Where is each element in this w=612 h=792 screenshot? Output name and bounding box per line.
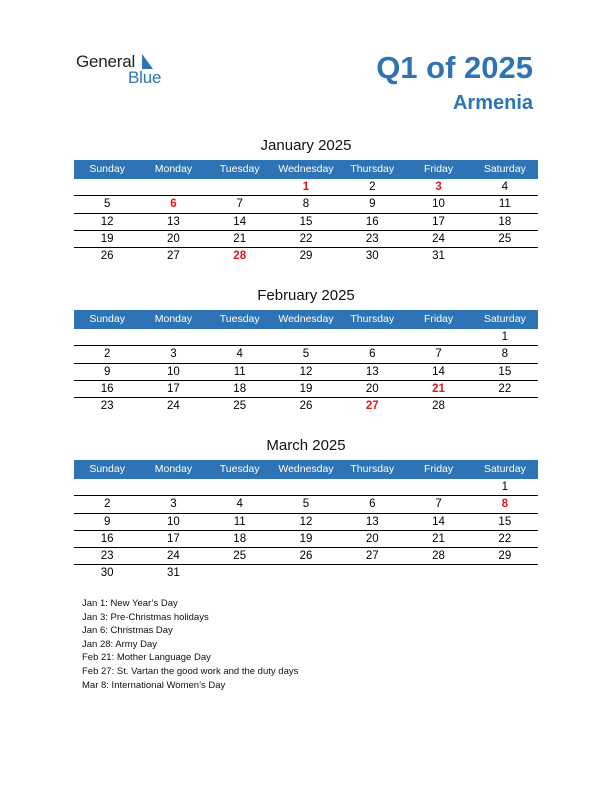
day-cell: 25 (233, 400, 247, 413)
day-cell: 11 (233, 515, 246, 528)
day-cell: 8 (501, 498, 509, 511)
day-cell: 3 (170, 348, 177, 361)
day-cell: 14 (432, 515, 445, 528)
month-january (74, 136, 538, 265)
day-cell: 19 (299, 532, 313, 545)
day-cell (405, 565, 471, 582)
day-cell: 6 (170, 198, 177, 211)
day-cell: 30 (365, 250, 379, 263)
weekday-label: Saturday (483, 163, 526, 175)
day-cell: 20 (365, 382, 379, 395)
day-cell: 31 (167, 567, 180, 580)
day-cell (74, 329, 140, 345)
day-cell: 27 (167, 250, 180, 263)
day-cell: 23 (100, 400, 114, 413)
day-cell: 19 (100, 232, 114, 245)
day-cell (207, 479, 273, 495)
holiday-note: Jan 6: Christmas Day (82, 625, 173, 637)
holiday-note: Feb 27: St. Vartan the good work and the duty days (82, 665, 299, 677)
day-cell: 5 (302, 348, 310, 361)
day-cell (140, 329, 206, 345)
weekday-label: Saturday (483, 313, 526, 325)
day-cell: 29 (299, 250, 313, 263)
weekday-header-row (74, 160, 538, 179)
day-cell: 26 (299, 400, 313, 413)
week-row (74, 531, 538, 548)
day-cell: 13 (365, 515, 379, 528)
week-row (74, 381, 538, 398)
weekday-label: Friday (423, 463, 454, 475)
day-cell: 20 (365, 532, 379, 545)
weekday-label: Thursday (350, 313, 395, 325)
day-cell: 9 (103, 365, 111, 378)
day-cell (140, 479, 206, 495)
weekday-label: Tuesday (219, 163, 260, 175)
weekday-label: Thursday (350, 463, 395, 475)
day-cell: 27 (365, 550, 379, 563)
day-cell: 3 (435, 181, 442, 193)
day-cell (405, 479, 471, 495)
holiday-notes (82, 597, 298, 692)
holiday-note: Jan 1: New Year’s Day (82, 598, 178, 609)
day-cell: 23 (100, 550, 114, 563)
day-cell (273, 329, 339, 345)
day-cell: 15 (498, 515, 512, 528)
day-cell: 10 (432, 198, 445, 211)
day-cell: 20 (167, 232, 180, 245)
day-cell (273, 479, 339, 495)
day-cell (339, 329, 405, 345)
day-cell: 18 (233, 382, 247, 395)
day-cell: 18 (233, 532, 247, 545)
weekday-label: Wednesday (278, 163, 334, 175)
week-row (74, 179, 538, 196)
day-cell: 11 (498, 198, 511, 211)
day-cell: 9 (103, 515, 111, 528)
day-cell: 3 (170, 498, 177, 511)
day-cell (207, 179, 273, 195)
weekday-label: Monday (154, 313, 193, 325)
day-cell: 5 (302, 498, 310, 511)
day-cell (207, 565, 273, 582)
brand-logo (76, 52, 176, 88)
day-cell: 21 (432, 382, 445, 395)
week-row (74, 329, 538, 346)
day-cell: 21 (233, 232, 247, 245)
day-cell: 18 (498, 215, 512, 228)
week-row (74, 479, 538, 496)
day-cell (74, 479, 140, 495)
week-row (74, 514, 538, 531)
day-cell: 13 (365, 365, 379, 378)
day-cell: 16 (365, 215, 379, 228)
weekday-label: Wednesday (278, 313, 334, 325)
weekday-label: Sunday (89, 313, 125, 325)
day-cell: 5 (103, 198, 111, 211)
day-cell: 12 (299, 365, 313, 378)
logo-text-general: General (76, 52, 136, 71)
day-cell: 28 (432, 400, 445, 413)
weekday-label: Sunday (89, 463, 125, 475)
day-cell: 28 (432, 550, 445, 563)
day-cell: 22 (498, 532, 512, 545)
day-cell: 16 (100, 532, 114, 545)
day-cell: 2 (369, 181, 376, 193)
weekday-header-row (74, 310, 538, 329)
weekday-label: Thursday (350, 163, 395, 175)
month-title: January 2025 (260, 137, 352, 154)
week-row (74, 346, 538, 363)
day-cell: 26 (100, 250, 114, 263)
day-cell: 25 (498, 232, 512, 245)
weekday-label: Tuesday (219, 463, 260, 475)
month-title: February 2025 (257, 287, 355, 304)
day-cell (339, 479, 405, 495)
day-cell: 15 (299, 215, 313, 228)
holiday-note: Jan 3: Pre-Christmas holidays (82, 611, 209, 623)
day-cell: 24 (167, 400, 180, 413)
day-cell: 6 (369, 498, 376, 511)
day-cell (472, 398, 538, 415)
weekday-label: Monday (154, 163, 193, 175)
day-cell: 1 (302, 181, 310, 193)
weeks-grid (74, 179, 538, 265)
day-cell: 4 (501, 181, 509, 193)
week-row (74, 565, 538, 582)
day-cell: 9 (369, 198, 376, 211)
day-cell: 29 (498, 550, 512, 563)
weekday-label: Monday (154, 463, 193, 475)
day-cell (472, 565, 538, 582)
day-cell: 2 (103, 498, 111, 511)
holiday-note: Mar 8: International Women’s Day (82, 679, 226, 691)
day-cell: 1 (501, 331, 509, 343)
day-cell: 7 (435, 348, 442, 361)
day-cell (74, 179, 140, 195)
weeks-grid (74, 479, 538, 583)
weekday-label: Friday (423, 163, 454, 175)
week-row (74, 496, 538, 513)
country-name: Armenia (452, 92, 533, 114)
day-cell: 14 (233, 215, 247, 228)
month-march (74, 436, 538, 583)
day-cell: 12 (100, 215, 114, 228)
day-cell: 8 (302, 198, 310, 211)
day-cell: 11 (233, 365, 246, 378)
day-cell: 17 (432, 215, 445, 228)
day-cell (472, 248, 538, 265)
logo-text-blue: Blue (128, 68, 162, 87)
day-cell: 24 (167, 550, 180, 563)
quarter-title: Q1 of 2025 (376, 50, 533, 85)
weeks-grid (74, 329, 538, 415)
month-february (74, 286, 538, 415)
day-cell: 15 (498, 365, 512, 378)
weekday-label: Wednesday (278, 463, 334, 475)
day-cell (273, 565, 339, 582)
day-cell: 7 (236, 198, 243, 211)
day-cell: 4 (236, 348, 243, 361)
day-cell: 10 (167, 365, 180, 378)
day-cell (140, 179, 206, 195)
day-cell: 12 (299, 515, 313, 528)
weekday-label: Sunday (89, 163, 125, 175)
week-row (74, 548, 538, 565)
day-cell: 31 (432, 250, 445, 263)
day-cell: 22 (498, 382, 512, 395)
day-cell: 24 (432, 232, 445, 245)
day-cell: 27 (365, 400, 379, 413)
day-cell: 16 (100, 382, 114, 395)
day-cell: 7 (435, 498, 442, 511)
day-cell: 30 (100, 567, 114, 580)
week-row (74, 231, 538, 248)
day-cell: 8 (501, 348, 509, 361)
day-cell: 21 (432, 532, 445, 545)
day-cell: 22 (299, 232, 313, 245)
day-cell: 17 (167, 382, 180, 395)
day-cell: 25 (233, 550, 247, 563)
day-cell: 19 (299, 382, 313, 395)
day-cell: 4 (236, 498, 243, 511)
month-title: March 2025 (266, 437, 346, 454)
weekday-label: Tuesday (219, 313, 260, 325)
day-cell: 17 (167, 532, 180, 545)
day-cell: 28 (233, 250, 247, 263)
day-cell: 2 (103, 348, 111, 361)
week-row (74, 196, 538, 213)
week-row (74, 248, 538, 265)
week-row (74, 398, 538, 415)
weekday-header-row (74, 460, 538, 479)
day-cell: 13 (167, 215, 180, 228)
day-cell: 10 (167, 515, 180, 528)
day-cell (207, 329, 273, 345)
week-row (74, 364, 538, 381)
day-cell: 14 (432, 365, 445, 378)
day-cell: 1 (501, 481, 509, 493)
holiday-note: Jan 28: Army Day (82, 638, 157, 650)
weekday-label: Friday (423, 313, 454, 325)
week-row (74, 214, 538, 231)
day-cell (405, 329, 471, 345)
day-cell: 26 (299, 550, 313, 563)
day-cell (339, 565, 405, 582)
weekday-label: Saturday (483, 463, 526, 475)
holiday-note: Feb 21: Mother Language Day (82, 652, 211, 664)
day-cell: 23 (365, 232, 379, 245)
day-cell: 6 (369, 348, 376, 361)
